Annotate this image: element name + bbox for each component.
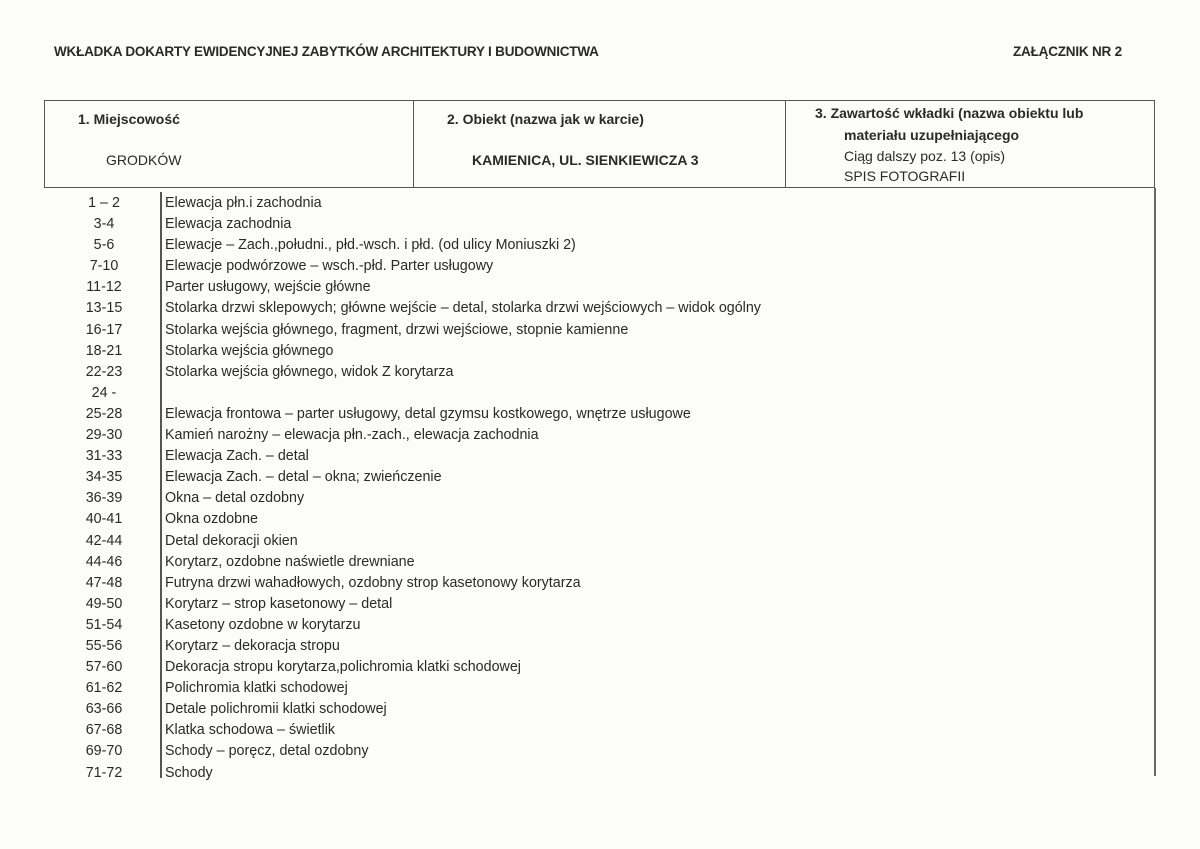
- photo-number: 25-28: [85, 405, 123, 422]
- photo-row: [60, 193, 761, 214]
- photo-description: Elewacje podwórzowe – wsch.-płd. Parter usługowy: [165, 258, 494, 275]
- photo-number: 22-23: [85, 363, 123, 380]
- photo-description: [148, 383, 165, 404]
- photo-number: 71-72: [85, 764, 123, 781]
- photo-description: Stolarka wejścia głównego, widok Z korytarza: [165, 363, 454, 380]
- photo-number: 5-6: [93, 237, 115, 254]
- photo-row: [60, 699, 761, 720]
- photo-number: 49-50: [85, 595, 123, 612]
- photo-list: [60, 193, 761, 784]
- object-value: KAMIENICA, UL. SIENKIEWICZA 3: [472, 152, 699, 168]
- photo-number: 16-17: [85, 321, 123, 338]
- photo-row: [60, 615, 761, 636]
- photo-row: [60, 320, 761, 341]
- photo-number: 36-39: [85, 490, 123, 507]
- object-label: 2. Obiekt (nazwa jak w karcie): [447, 111, 644, 127]
- photo-number: 1 – 2: [88, 195, 120, 211]
- photo-row: [60, 214, 761, 235]
- photo-description: Okna – detal ozdobny: [165, 490, 305, 507]
- photo-number: 34-35: [85, 469, 123, 486]
- photo-number: 31-33: [85, 448, 123, 465]
- photo-description: Polichromia klatki schodowej: [165, 680, 348, 697]
- contents-label: 3. Zawartość wkładki (nazwa obiektu lub: [815, 105, 1084, 121]
- field-object: [414, 101, 786, 187]
- photo-description: Stolarka wejścia głównego, fragment, drzwi wejściowe, stopnie kamienne: [165, 321, 629, 338]
- photo-description: Korytarz – strop kasetonowy – detal: [165, 595, 393, 612]
- photo-row: [60, 636, 761, 657]
- photo-row: [60, 509, 761, 530]
- photo-description: Klatka schodowa – świetlik: [165, 722, 336, 739]
- photo-description: Okna ozdobne: [165, 511, 258, 528]
- photo-description: Korytarz – dekoracja stropu: [165, 637, 340, 654]
- photo-number: 47-48: [85, 574, 123, 591]
- photo-description: Elewacja frontowa – parter usługowy, detal gzymsu kostkowego, wnętrze usługowe: [165, 405, 691, 422]
- photo-description: Stolarka drzwi sklepowych; główne wejście – detal, stolarka drzwi wejściowych – widok ogólny: [165, 300, 761, 317]
- photo-number: 61-62: [85, 680, 123, 697]
- photo-description: Kasetony ozdobne w korytarzu: [165, 616, 361, 633]
- contents-value-1: Ciąg dalszy poz. 13 (opis): [844, 148, 1006, 164]
- photo-number: 3-4: [93, 216, 115, 233]
- photo-number: 55-56: [85, 637, 123, 654]
- photo-description: Futryna drzwi wahadłowych, ozdobny strop kasetonowy korytarza: [165, 574, 581, 591]
- photo-description: Elewacje – Zach.,południ., płd.-wsch. i płd. (od ulicy Moniuszki 2): [165, 237, 576, 254]
- photo-description: Elewacja Zach. – detal: [165, 448, 309, 465]
- photo-number: 13-15: [85, 300, 123, 317]
- photo-row: [60, 678, 761, 699]
- photo-row: [60, 446, 761, 467]
- photo-number: 18-21: [85, 342, 123, 359]
- photo-row: [60, 763, 761, 784]
- photo-row: [60, 362, 761, 383]
- photo-number: 57-60: [85, 659, 123, 676]
- photo-number: 11-12: [86, 279, 122, 296]
- photo-row: [60, 552, 761, 573]
- photo-description: Parter usługowy, wejście główne: [165, 279, 371, 296]
- photo-row: [60, 488, 761, 509]
- photo-number: 63-66: [85, 701, 123, 718]
- photo-description: Schody – poręcz, detal ozdobny: [165, 743, 369, 760]
- photo-description: Dekoracja stropu korytarza,polichromia klatki schodowej: [165, 659, 521, 676]
- locality-value: GRODKÓW: [106, 152, 182, 168]
- photo-number: 29-30: [85, 427, 123, 444]
- photo-row: [60, 277, 761, 298]
- form-header-table: [44, 100, 1155, 188]
- photo-number: 40-41: [85, 511, 123, 528]
- photo-number: 7-10: [89, 258, 119, 275]
- field-locality: [45, 101, 414, 187]
- right-border: [1154, 188, 1156, 776]
- photo-number: 51-54: [85, 616, 123, 633]
- photo-description: Elewacja zachodnia: [165, 216, 292, 233]
- photo-description: Elewacja Zach. – detal – okna; zwieńczenie: [165, 469, 442, 486]
- photo-row: [60, 467, 761, 488]
- photo-description: Elewacja płn.i zachodnia: [165, 195, 322, 211]
- photo-number: 67-68: [85, 722, 123, 739]
- photo-row: [60, 298, 761, 319]
- photo-row: [60, 657, 761, 678]
- photo-row: [60, 256, 761, 277]
- photo-description: Korytarz, ozdobne naświetle drewniane: [165, 553, 415, 570]
- locality-label: 1. Miejscowość: [78, 111, 180, 127]
- photo-row: [60, 341, 761, 362]
- annex-number: ZAŁĄCZNIK NR 2: [1013, 44, 1122, 59]
- document-title: WKŁADKA DOKARTY EWIDENCYJNEJ ZABYTKÓW ARCHITEKTURY I BUDOWNICTWA: [54, 44, 599, 59]
- photo-row: [60, 573, 761, 594]
- photo-number: 44-46: [85, 553, 123, 570]
- photo-number: 69-70: [85, 743, 123, 760]
- field-contents: [786, 101, 1154, 187]
- photo-description: Schody: [165, 764, 213, 781]
- photo-row: [60, 531, 761, 552]
- photo-row: [60, 741, 761, 762]
- photo-row: [60, 235, 761, 256]
- photo-row: [60, 425, 761, 446]
- photo-description: Detale polichromii klatki schodowej: [165, 701, 387, 718]
- photo-number: 24 -: [91, 384, 117, 401]
- photo-description: Kamień narożny – elewacja płn.-zach., elewacja zachodnia: [165, 427, 539, 444]
- photo-row: [60, 594, 761, 615]
- contents-value-2: SPIS FOTOGRAFII: [844, 168, 966, 184]
- photo-description: Detal dekoracji okien: [165, 532, 298, 549]
- photo-row: [60, 383, 761, 404]
- photo-number: 42-44: [85, 532, 123, 549]
- photo-row: [60, 720, 761, 741]
- contents-label-2: materiału uzupełniającego: [844, 127, 1020, 143]
- photo-description: Stolarka wejścia głównego: [165, 342, 334, 359]
- photo-row: [60, 404, 761, 425]
